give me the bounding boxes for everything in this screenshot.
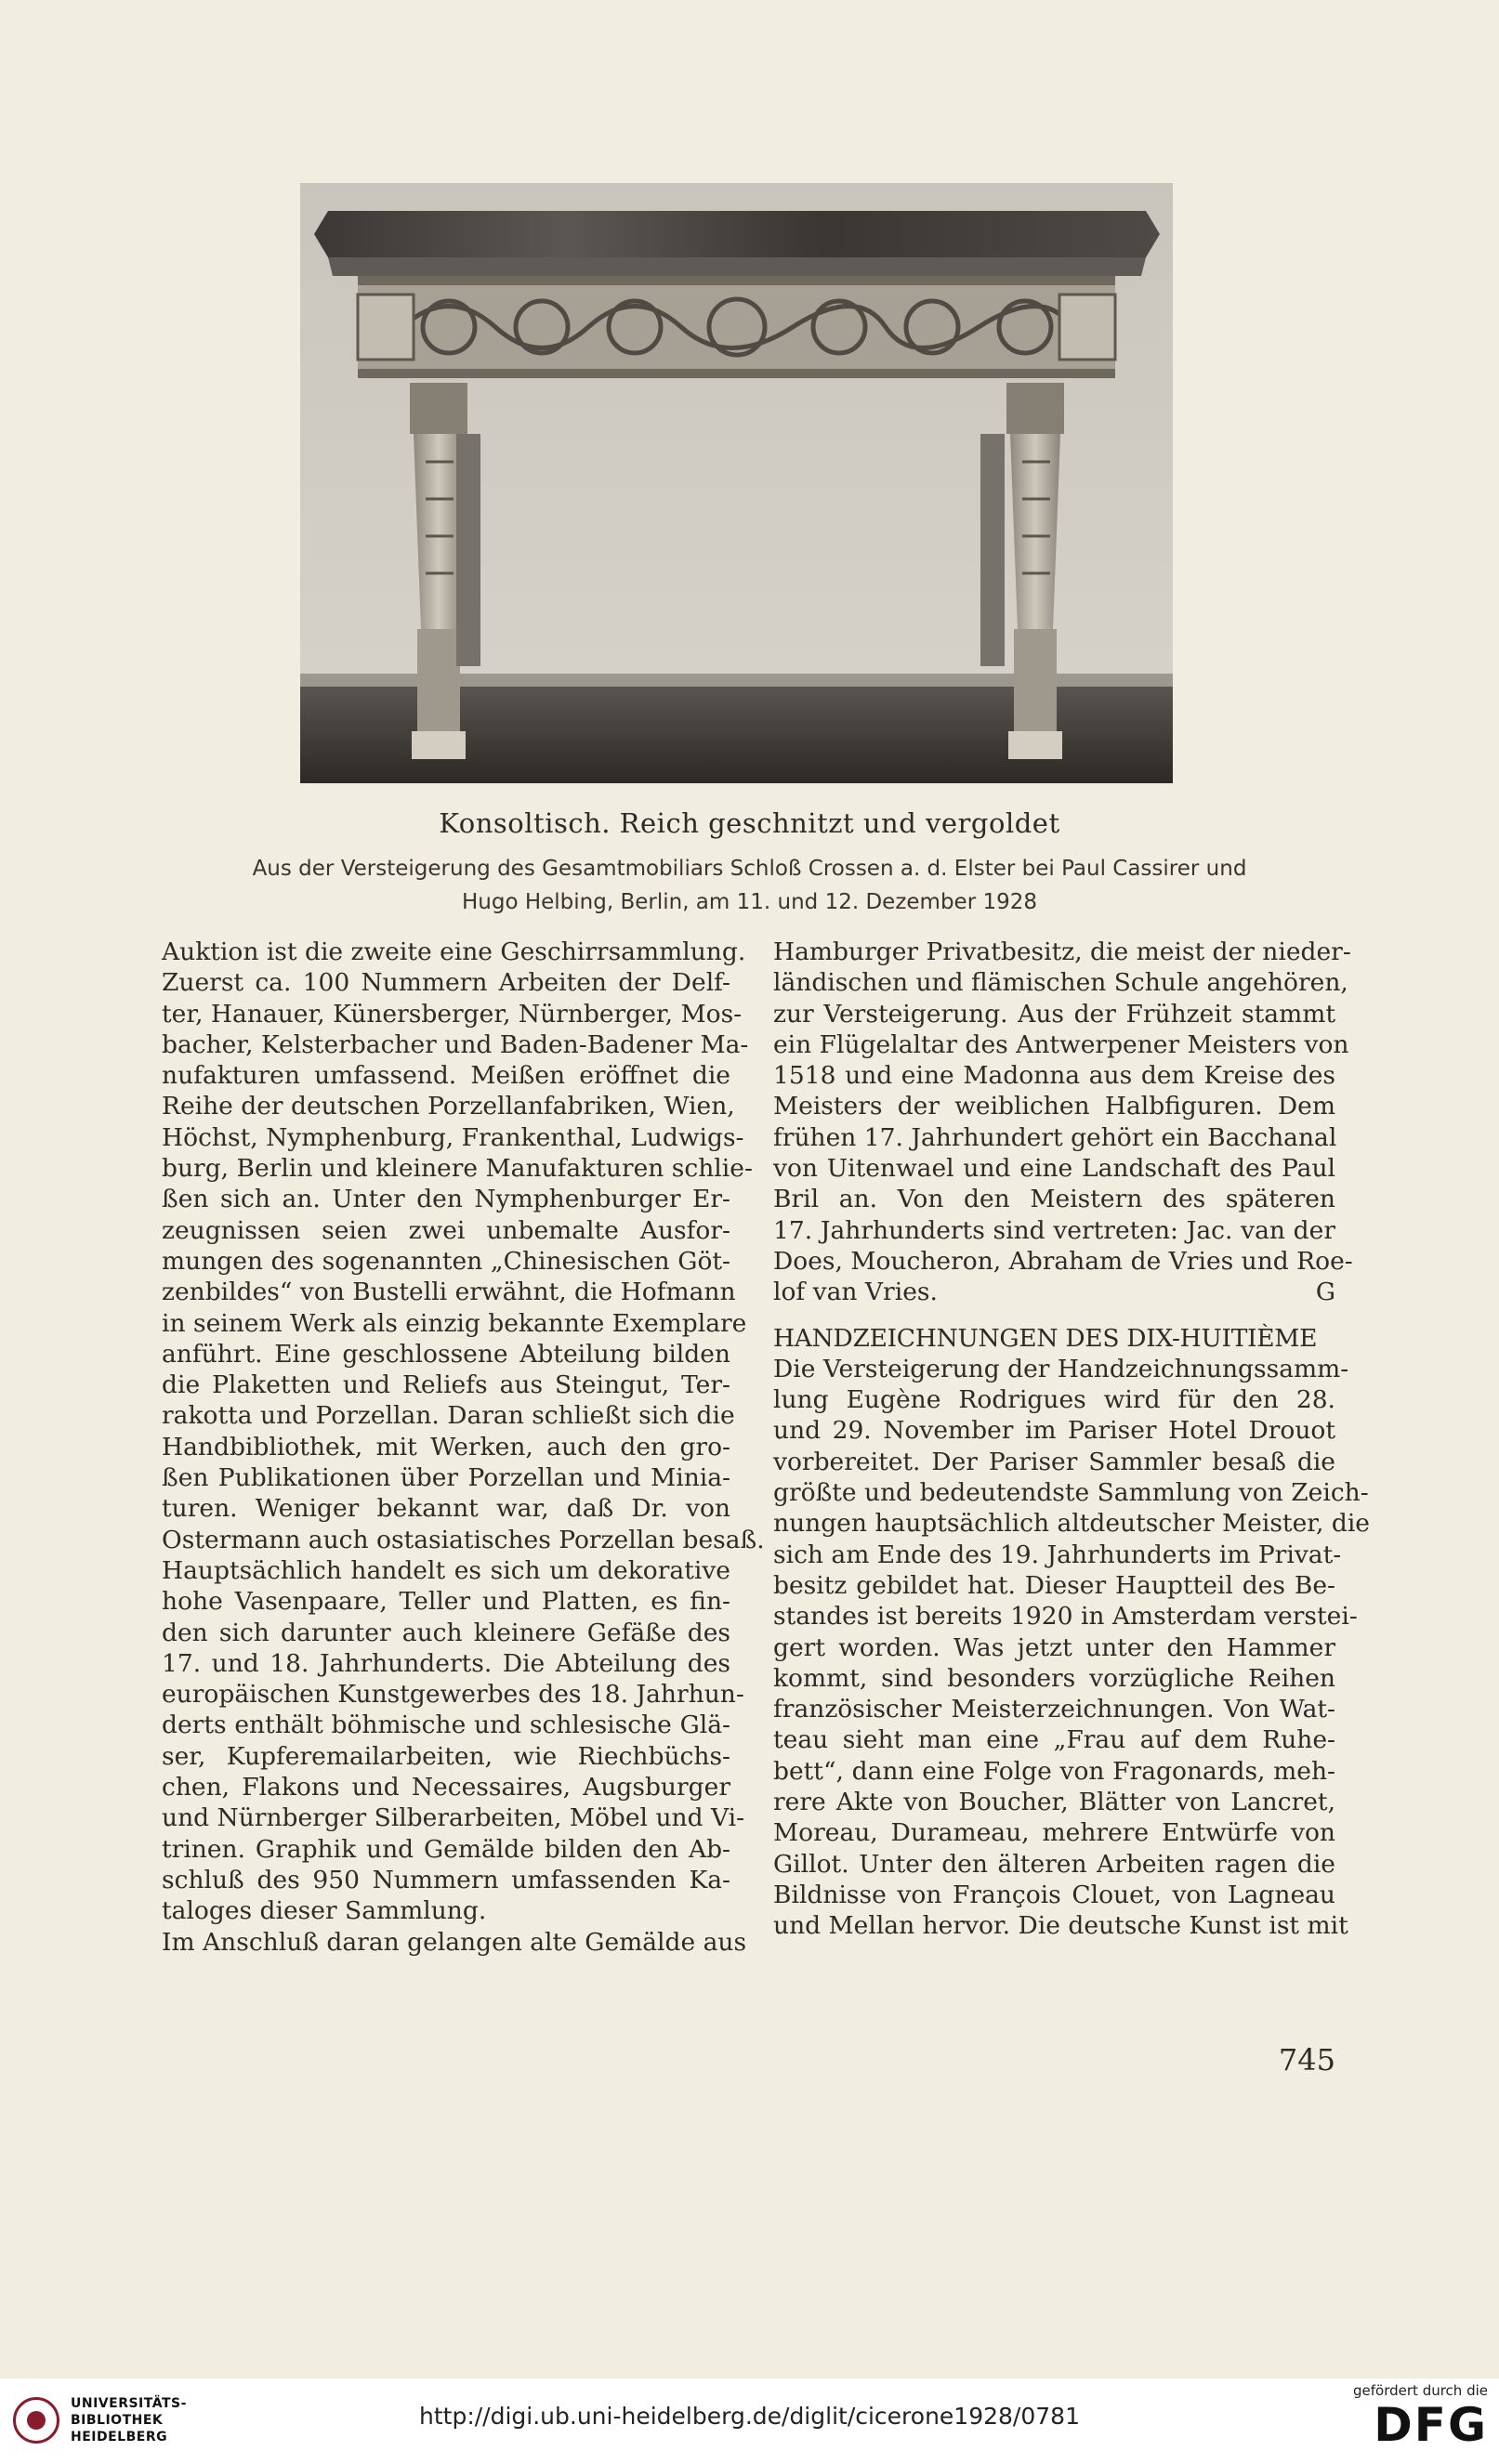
- text-line: die Plaketten und Reliefs aus Steingut, Ter-: [162, 1370, 730, 1400]
- figure-caption-title: Konsoltisch. Reich geschnitzt und vergoldet: [439, 807, 1060, 839]
- text-line: nungen hauptsächlich altdeutscher Meister, die: [773, 1509, 1370, 1539]
- console-table-photograph: [300, 183, 1173, 783]
- text-line: trinen. Graphik und Gemälde bilden den Ab-: [162, 1834, 730, 1864]
- text-line: derts enthält böhmische und schlesische Glä-: [162, 1710, 730, 1740]
- caption-line: Hugo Helbing, Berlin, am 11. und 12. Dezember 1928: [461, 890, 1038, 914]
- digitization-footer: [0, 2379, 1499, 2464]
- text-line: Handbibliothek, mit Werken, auch den gro-: [162, 1432, 730, 1461]
- text-line: in seinem Werk als einzig bekannte Exemplare: [162, 1308, 747, 1338]
- text-line: kommt, sind besonders vorzügliche Reihen: [773, 1663, 1335, 1693]
- text-line: gert worden. Was jetzt unter den Hammer: [773, 1632, 1335, 1662]
- section-heading: HANDZEICHNUNGEN DES DIX-HUITIÈME: [773, 1323, 1318, 1353]
- university-name-line: BIBLIOTHEK: [71, 2413, 164, 2428]
- text-line: Ostermann auch ostasiatisches Porzellan besaß.: [162, 1525, 765, 1554]
- text-line: Bril an. Von den Meistern des späteren: [773, 1185, 1335, 1214]
- text-line: teau sieht man eine „Frau auf dem Ruhe-: [773, 1725, 1335, 1755]
- text-line: frühen 17. Jahrhundert gehört ein Bacchanal: [773, 1122, 1337, 1152]
- text-line: sich am Ende des 19. Jahrhunderts im Privat-: [773, 1540, 1342, 1569]
- text-line: Im Anschluß daran gelangen alte Gemälde aus: [162, 1927, 747, 1957]
- text-line: nufakturen umfassend. Meißen eröffnet die: [162, 1061, 730, 1091]
- text-line: Hamburger Privatbesitz, die meist der nieder-: [773, 937, 1351, 966]
- text-line: vorbereitet. Der Pariser Sammler besaß die: [773, 1447, 1335, 1476]
- source-url-link[interactable]: http://digi.ub.uni-heidelberg.de/diglit/cicerone1928/0781: [419, 2403, 1080, 2430]
- text-line: zenbildes“ von Bustelli erwähnt, die Hofmann: [162, 1278, 736, 1307]
- text-line: Die Versteigerung der Handzeichnungssamm-: [773, 1354, 1349, 1383]
- text-line: europäischen Kunstgewerbes des 18. Jahrhun-: [162, 1680, 744, 1710]
- text-line: Hauptsächlich handelt es sich um dekorative: [162, 1555, 730, 1585]
- text-line: anführt. Eine geschlossene Abteilung bilden: [162, 1339, 730, 1369]
- text-line: lung Eugène Rodrigues wird für den 28.: [773, 1385, 1335, 1415]
- console-table-image: [300, 183, 1173, 783]
- text-line: Moreau, Durameau, mehrere Entwürfe von: [773, 1818, 1335, 1848]
- text-line: Gillot. Unter den älteren Arbeiten ragen die: [773, 1849, 1335, 1879]
- text-line: Bildnisse von François Clouet, von Lagneau: [773, 1880, 1335, 1909]
- text-line: rere Akte von Boucher, Blätter von Lancret,: [773, 1788, 1335, 1817]
- text-line: bett“, dann eine Folge von Fragonards, meh-: [773, 1756, 1335, 1786]
- funding-note: gefördert durch die: [1353, 2382, 1488, 2399]
- text-line: den sich darunter auch kleinere Gefäße des: [162, 1618, 730, 1647]
- page-number: 745: [1278, 2042, 1335, 2077]
- text-line: schluß des 950 Nummern umfassenden Ka-: [162, 1865, 730, 1894]
- text-line: ter, Hanauer, Künersberger, Nürnberger, Mos-: [162, 999, 743, 1029]
- text-line: chen, Flakons und Necessaires, Augsburger: [162, 1773, 730, 1802]
- text-line: burg, Berlin und kleinere Manufakturen schlie-: [162, 1154, 753, 1184]
- text-line: zur Versteigerung. Aus der Frühzeit stammt: [773, 999, 1335, 1029]
- caption-line: Aus der Versteigerung des Gesamtmobiliars Schloß Crossen a. d. Elster bei Paul Cassirer und: [252, 857, 1247, 881]
- text-line: und Nürnberger Silberarbeiten, Möbel und Vi-: [162, 1803, 745, 1833]
- author-signature: G: [1315, 1278, 1335, 1307]
- text-line: ßen sich an. Unter den Nymphenburger Er-: [162, 1185, 730, 1214]
- text-line: Reihe der deutschen Porzellanfabriken, Wien,: [162, 1092, 735, 1121]
- text-line: französischer Meisterzeichnungen. Von Wat-: [773, 1695, 1335, 1724]
- text-line: Auktion ist die zweite eine Geschirrsammlung.: [162, 937, 746, 966]
- text-line: zeugnissen seien zwei unbemalte Ausfor-: [162, 1215, 730, 1245]
- text-line: hohe Vasenpaare, Teller und Platten, es fin-: [162, 1587, 730, 1617]
- text-line: [773, 1277, 1335, 1307]
- text-line: 17. und 18. Jahrhunderts. Die Abteilung des: [162, 1648, 730, 1678]
- closing-line: lof van Vries.: [773, 1278, 938, 1307]
- right-column-paragraph: [773, 1354, 1370, 1942]
- text-line: ländischen und flämischen Schule angehören,: [773, 968, 1348, 998]
- text-line: mungen des sogenannten „Chinesischen Göt-: [162, 1246, 730, 1276]
- left-text-column: [162, 937, 765, 1958]
- text-line: größte und bedeutendste Sammlung von Zeich-: [773, 1478, 1369, 1508]
- text-line: besitz gebildet hat. Dieser Hauptteil des Be-: [773, 1570, 1335, 1600]
- text-line: Höchst, Nymphenburg, Frankenthal, Ludwigs-: [162, 1122, 744, 1152]
- text-line: Zuerst ca. 100 Nummern Arbeiten der Delf-: [162, 968, 730, 998]
- text-line: ser, Kupferemailarbeiten, wie Riechbüchs-: [162, 1741, 730, 1771]
- text-line: von Uitenwael und eine Landschaft des Paul: [773, 1154, 1335, 1184]
- text-line: Meisters der weiblichen Halbfiguren. Dem: [773, 1092, 1335, 1121]
- text-line: ßen Publikationen über Porzellan und Minia-: [162, 1463, 730, 1493]
- text-line: standes ist bereits 1920 in Amsterdam verstei-: [773, 1602, 1358, 1632]
- text-line: 17. Jahrhunderts sind vertreten: Jac. van der: [773, 1215, 1335, 1245]
- university-name-line: UNIVERSITÄTS-: [71, 2396, 187, 2411]
- text-line: bacher, Kelsterbacher und Baden-Badener Ma-: [162, 1029, 749, 1059]
- figure-caption-source: [139, 852, 1360, 919]
- funder-logo: [1302, 2382, 1488, 2460]
- text-line: und 29. November im Pariser Hotel Drouot: [773, 1416, 1335, 1446]
- text-line: taloges dieser Sammlung.: [162, 1896, 487, 1926]
- text-line: turen. Weniger bekannt war, daß Dr. von: [162, 1494, 730, 1524]
- dfg-logo: DFG: [1374, 2398, 1488, 2452]
- text-line: und Mellan hervor. Die deutsche Kunst ist mit: [773, 1911, 1348, 1941]
- text-line: rakotta und Porzellan. Daran schließt sich die: [162, 1401, 735, 1431]
- right-column-paragraph: [773, 937, 1353, 1277]
- text-line: 1518 und eine Madonna aus dem Kreise des: [773, 1061, 1335, 1091]
- right-text-column: [773, 937, 1370, 1942]
- university-name-line: HEIDELBERG: [71, 2430, 168, 2444]
- text-line: Does, Moucheron, Abraham de Vries und Roe-: [773, 1246, 1353, 1276]
- text-line: ein Flügelaltar des Antwerpener Meisters von: [773, 1029, 1349, 1059]
